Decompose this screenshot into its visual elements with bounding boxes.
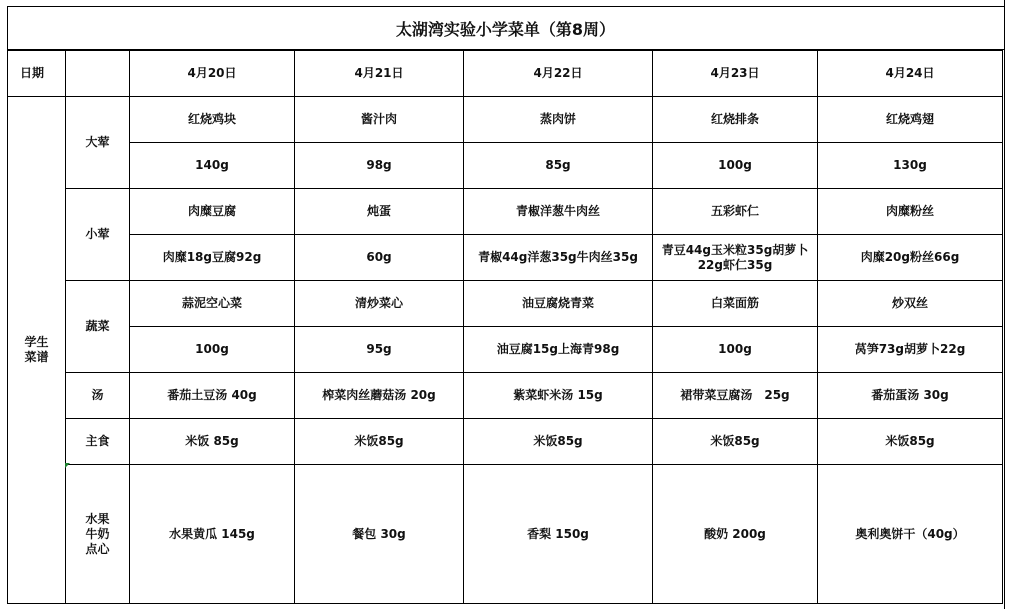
amount-cell[interactable]: 95g: [295, 327, 464, 373]
dish-cell[interactable]: 酱汁肉: [295, 97, 464, 143]
staple-cell[interactable]: 米饭 85g: [130, 419, 295, 465]
category-snack[interactable]: [66, 465, 130, 604]
amount-cell[interactable]: 100g: [653, 327, 818, 373]
category-soup[interactable]: 汤: [66, 373, 130, 419]
dish-cell[interactable]: 炖蛋: [295, 189, 464, 235]
dish-cell[interactable]: 油豆腐烧青菜: [464, 281, 653, 327]
header-blank-cell[interactable]: [66, 51, 130, 97]
table-row: [8, 235, 1003, 281]
dish-cell[interactable]: 蒸肉饼: [464, 97, 653, 143]
section-label-line: 菜谱: [24, 350, 49, 364]
sheet-left-border: [7, 6, 8, 604]
amount-cell[interactable]: 肉糜18g豆腐92g: [130, 235, 295, 281]
section-label-line: 学生: [24, 335, 49, 349]
category-staple[interactable]: 主食: [66, 419, 130, 465]
soup-cell[interactable]: 番茄蛋汤 30g: [818, 373, 1003, 419]
snack-cell[interactable]: 酸奶 200g: [653, 465, 818, 604]
amount-cell[interactable]: 85g: [464, 143, 653, 189]
amount-cell[interactable]: 140g: [130, 143, 295, 189]
table-row: [8, 281, 1003, 327]
date-label-cell[interactable]: 日期: [8, 51, 66, 97]
amount-cell[interactable]: 100g: [130, 327, 295, 373]
category-main-meat[interactable]: 大荤: [66, 97, 130, 189]
dish-cell[interactable]: 肉糜豆腐: [130, 189, 295, 235]
table-row: [8, 327, 1003, 373]
staple-cell[interactable]: 米饭85g: [295, 419, 464, 465]
dish-cell[interactable]: 白菜面筋: [653, 281, 818, 327]
snack-label-line: 水果: [85, 511, 110, 526]
table-row: [8, 143, 1003, 189]
amount-cell[interactable]: 油豆腐15g上海青98g: [464, 327, 653, 373]
date-cell-fri[interactable]: 4月24日: [818, 51, 1003, 97]
dish-cell[interactable]: 红烧排条: [653, 97, 818, 143]
staple-cell[interactable]: 米饭85g: [818, 419, 1003, 465]
snack-cell[interactable]: 香梨 150g: [464, 465, 653, 604]
amount-cell[interactable]: 莴笋73g胡萝卜22g: [818, 327, 1003, 373]
amount-cell[interactable]: 青椒44g洋葱35g牛肉丝35g: [464, 235, 653, 281]
date-cell-thu[interactable]: 4月23日: [653, 51, 818, 97]
snack-cell[interactable]: 奥利奥饼干（40g）: [818, 465, 1003, 604]
table-row: [8, 419, 1003, 465]
dish-cell[interactable]: 炒双丝: [818, 281, 1003, 327]
soup-cell[interactable]: 裙带菜豆腐汤 25g: [653, 373, 818, 419]
amount-cell[interactable]: 青豆44g玉米粒35g胡萝卜22g虾仁35g: [653, 235, 818, 281]
sheet-right-border: [1004, 0, 1005, 609]
table-row: [8, 373, 1003, 419]
amount-cell[interactable]: 130g: [818, 143, 1003, 189]
dish-cell[interactable]: 清炒菜心: [295, 281, 464, 327]
snack-label-line: 牛奶: [85, 526, 110, 541]
date-cell-tue[interactable]: 4月21日: [295, 51, 464, 97]
header-row: [8, 51, 1003, 97]
amount-cell[interactable]: 肉糜20g粉丝66g: [818, 235, 1003, 281]
dish-cell[interactable]: 红烧鸡翅: [818, 97, 1003, 143]
menu-table: [7, 50, 1003, 604]
category-small-meat[interactable]: 小荤: [66, 189, 130, 281]
cell-comment-marker-icon: [65, 463, 70, 468]
table-row: [8, 465, 1003, 604]
snack-cell[interactable]: 水果黄瓜 145g: [130, 465, 295, 604]
soup-cell[interactable]: 紫菜虾米汤 15g: [464, 373, 653, 419]
amount-cell[interactable]: 98g: [295, 143, 464, 189]
snack-cell[interactable]: 餐包 30g: [295, 465, 464, 604]
dish-cell[interactable]: 红烧鸡块: [130, 97, 295, 143]
snack-label-line: 点心: [85, 541, 110, 556]
date-cell-wed[interactable]: 4月22日: [464, 51, 653, 97]
amount-cell[interactable]: 100g: [653, 143, 818, 189]
section-label-cell[interactable]: [8, 97, 66, 604]
dish-cell[interactable]: 五彩虾仁: [653, 189, 818, 235]
menu-title: 太湖湾实验小学菜单（第8周）: [7, 6, 1004, 50]
soup-cell[interactable]: 番茄土豆汤 40g: [130, 373, 295, 419]
soup-cell[interactable]: 榨菜肉丝蘑菇汤 20g: [295, 373, 464, 419]
amount-cell[interactable]: 60g: [295, 235, 464, 281]
staple-cell[interactable]: 米饭85g: [653, 419, 818, 465]
table-row: [8, 97, 1003, 143]
dish-cell[interactable]: 肉糜粉丝: [818, 189, 1003, 235]
table-row: [8, 189, 1003, 235]
staple-cell[interactable]: 米饭85g: [464, 419, 653, 465]
dish-cell[interactable]: 青椒洋葱牛肉丝: [464, 189, 653, 235]
dish-cell[interactable]: 蒜泥空心菜: [130, 281, 295, 327]
category-vegetable[interactable]: 蔬菜: [66, 281, 130, 373]
date-cell-mon[interactable]: 4月20日: [130, 51, 295, 97]
